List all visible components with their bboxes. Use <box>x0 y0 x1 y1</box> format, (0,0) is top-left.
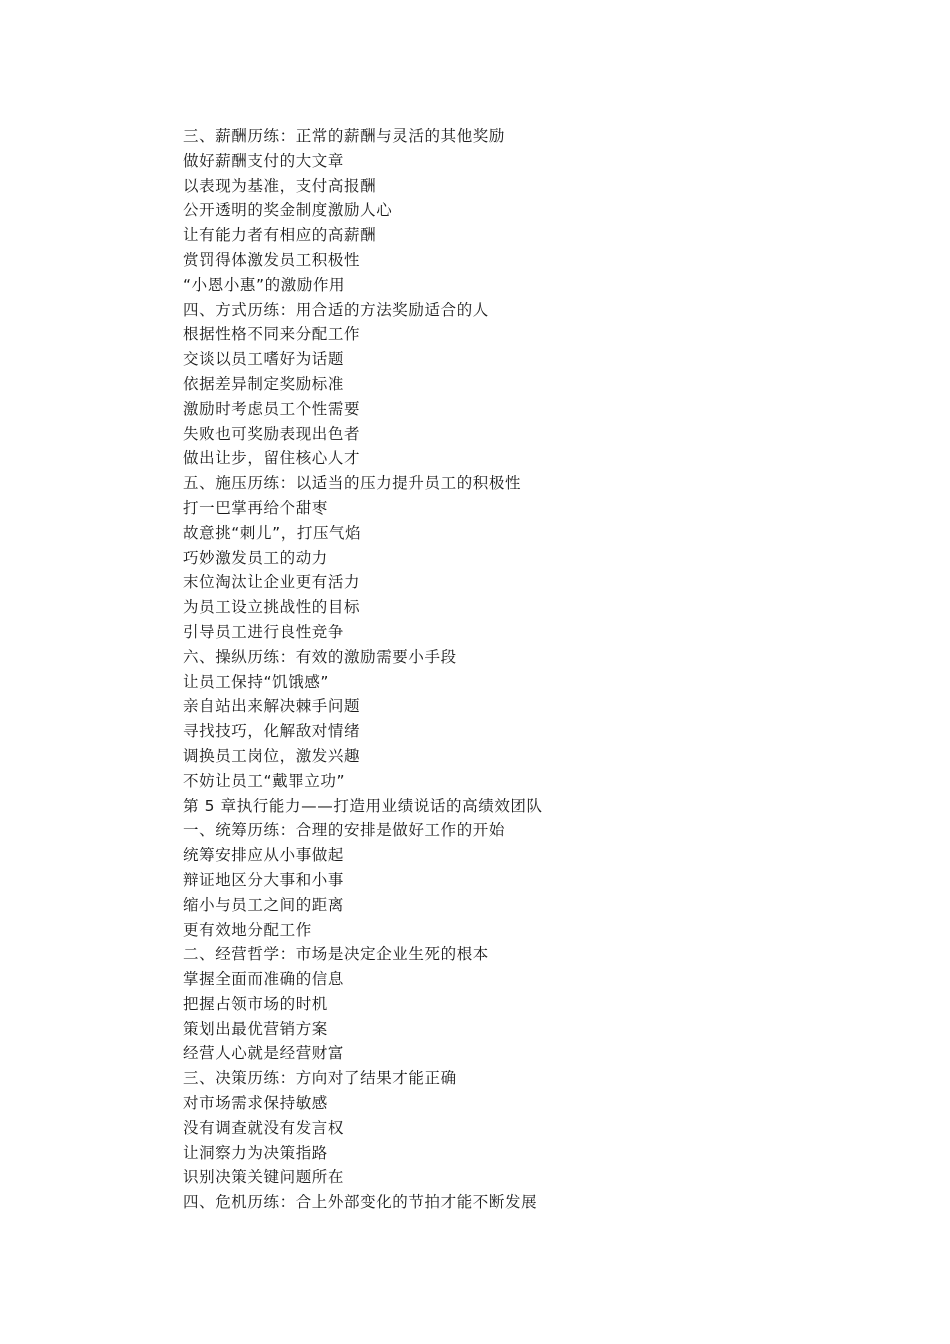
outline-item: 把握占领市场的时机 <box>183 994 328 1013</box>
section-heading: 四、方式历练：用合适的方法奖励适合的人 <box>183 300 489 319</box>
outline-item: 赏罚得体激发员工积极性 <box>183 250 361 269</box>
outline-item: 寻找技巧，化解敌对情绪 <box>183 722 361 741</box>
outline-item: 策划出最优营销方案 <box>183 1019 328 1038</box>
outline-item: 做好薪酬支付的大文章 <box>183 151 345 170</box>
outline-item: 经营人心就是经营财富 <box>183 1044 345 1063</box>
outline-item: “小恩小惠”的激励作用 <box>183 275 346 294</box>
section-heading: 三、薪酬历练：正常的薪酬与灵活的其他奖励 <box>183 127 506 145</box>
section-heading: 六、操纵历练：有效的激励需要小手段 <box>183 647 457 666</box>
outline-item: 辩证地区分大事和小事 <box>183 870 345 889</box>
outline-item: 更有效地分配工作 <box>183 920 312 939</box>
chapter-heading: 第 5 章执行能力——打造用业绩说话的高绩效团队 <box>183 796 543 815</box>
section-heading: 四、危机历练：合上外部变化的节拍才能不断发展 <box>183 1193 538 1212</box>
outline-item: 末位淘汰让企业更有活力 <box>183 573 361 592</box>
outline-item: 激励时考虑员工个性需要 <box>183 399 361 418</box>
outline-item: 根据性格不同来分配工作 <box>183 325 361 344</box>
outline-item: 故意挑“刺儿”，打压气焰 <box>183 523 362 542</box>
outline-item: 亲自站出来解决棘手问题 <box>183 697 361 716</box>
outline-item: 为员工设立挑战性的目标 <box>183 598 361 617</box>
outline-item: 以表现为基准，支付高报酬 <box>183 176 377 195</box>
outline-item: 掌握全面而准确的信息 <box>183 970 345 989</box>
section-heading: 二、经营哲学：市场是决定企业生死的根本 <box>183 945 489 964</box>
outline-item: 调换员工岗位，激发兴趣 <box>183 746 361 765</box>
outline-item: 引导员工进行良性竞争 <box>183 622 345 641</box>
section-heading: 五、施压历练：以适当的压力提升员工的积极性 <box>183 474 522 493</box>
outline-item: 打一巴掌再给个甜枣 <box>183 498 328 517</box>
outline-item: 统筹安排应从小事做起 <box>183 846 345 865</box>
outline-item: 依据差异制定奖励标准 <box>183 374 345 393</box>
outline-item: 巧妙激发员工的动力 <box>183 548 328 567</box>
outline-item: 缩小与员工之间的距离 <box>183 895 345 914</box>
outline-text <box>183 124 903 1215</box>
outline-item: 让员工保持“饥饿感” <box>183 672 330 691</box>
outline-item: 让有能力者有相应的高薪酬 <box>183 226 377 245</box>
outline-item: 公开透明的奖金制度激励人心 <box>183 201 393 220</box>
outline-item: 交谈以员工嗜好为话题 <box>183 350 345 369</box>
outline-item: 不妨让员工“戴罪立功” <box>183 771 346 790</box>
section-heading: 三、决策历练：方向对了结果才能正确 <box>183 1069 457 1088</box>
outline-item: 对市场需求保持敏感 <box>183 1094 328 1113</box>
outline-item: 识别决策关键问题所在 <box>183 1168 345 1187</box>
outline-item: 让洞察力为决策指路 <box>183 1143 328 1162</box>
outline-item: 做出让步，留住核心人才 <box>183 449 361 468</box>
outline-item: 失败也可奖励表现出色者 <box>183 424 361 443</box>
outline-item: 没有调查就没有发言权 <box>183 1118 345 1137</box>
section-heading: 一、统筹历练：合理的安排是做好工作的开始 <box>183 821 506 840</box>
